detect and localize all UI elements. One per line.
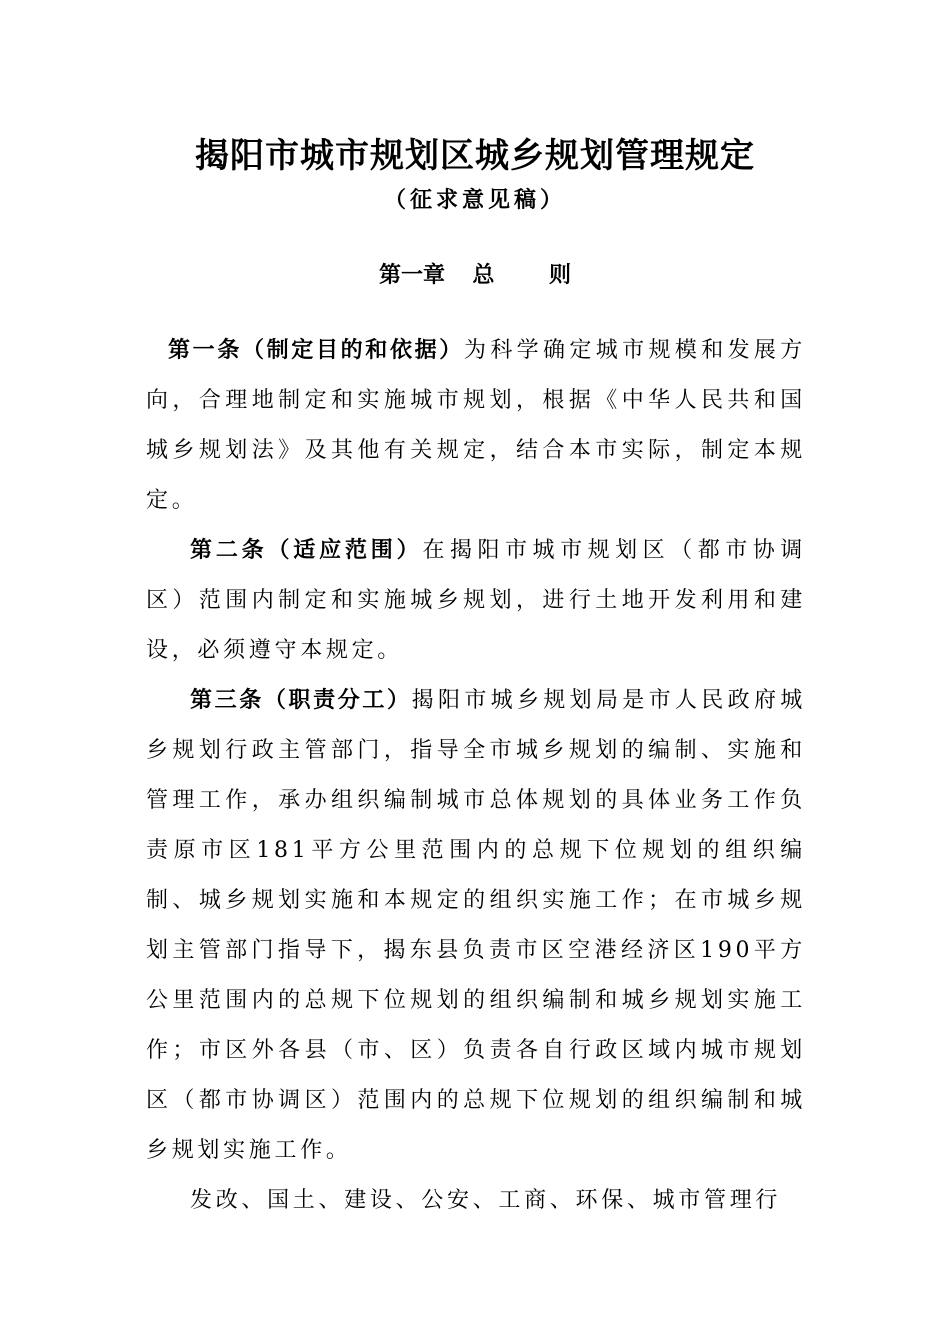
article-3-text: 揭阳市城乡规划局是市人民政府城乡规划行政主管部门，指导全市城乡规划的编制、实施和管理工作，承办组织编制城市总体规划的具体业务工作负责原市区181平方公里范围内的总规下位规划的组织编制、城乡规划实施和本规定的组织实施工作；在市城乡规划主管部门指导下，揭东县负责市区空港经济区190平方公里范围内的总规下位规划的组织编制和城乡规划实施工作；市区外各县（市、区）负责各自行政区域内城市规划区（都市协调区）范围内的总规下位规划的组织编制和城乡规划实施工作。 xyxy=(146,688,806,1163)
document-title: 揭阳市城市规划区城乡规划管理规定 xyxy=(195,136,755,176)
chapter-heading: 第一章 总 则 xyxy=(379,263,571,288)
article-1-text: 为科学确定城市规模和发展方向，合理地制定和实施城市规划，根据《中华人民共和国城乡规划法》及其他有关规定，结合本市实际，制定本规定。 xyxy=(146,338,806,513)
article-3-continuation-paragraph xyxy=(146,1176,806,1226)
article-1-paragraph xyxy=(146,326,806,526)
article-3-paragraph xyxy=(146,676,806,1176)
article-2-heading: 第二条（适应范围） xyxy=(190,538,423,563)
article-3-heading: 第三条（职责分工） xyxy=(190,688,412,713)
document-subtitle: （征求意见稿） xyxy=(383,188,566,213)
article-1-heading: 第一条（制定目的和依据） xyxy=(168,338,464,363)
article-2-paragraph xyxy=(146,526,806,676)
article-2-text: 在揭阳市城市规划区（都市协调区）范围内制定和实施城乡规划，进行土地开发利用和建设，必须遵守本规定。 xyxy=(146,538,806,663)
document-body xyxy=(146,326,806,1226)
continuation-text: 发改、国土、建设、公安、工商、环保、城市管理行 xyxy=(190,1188,782,1213)
